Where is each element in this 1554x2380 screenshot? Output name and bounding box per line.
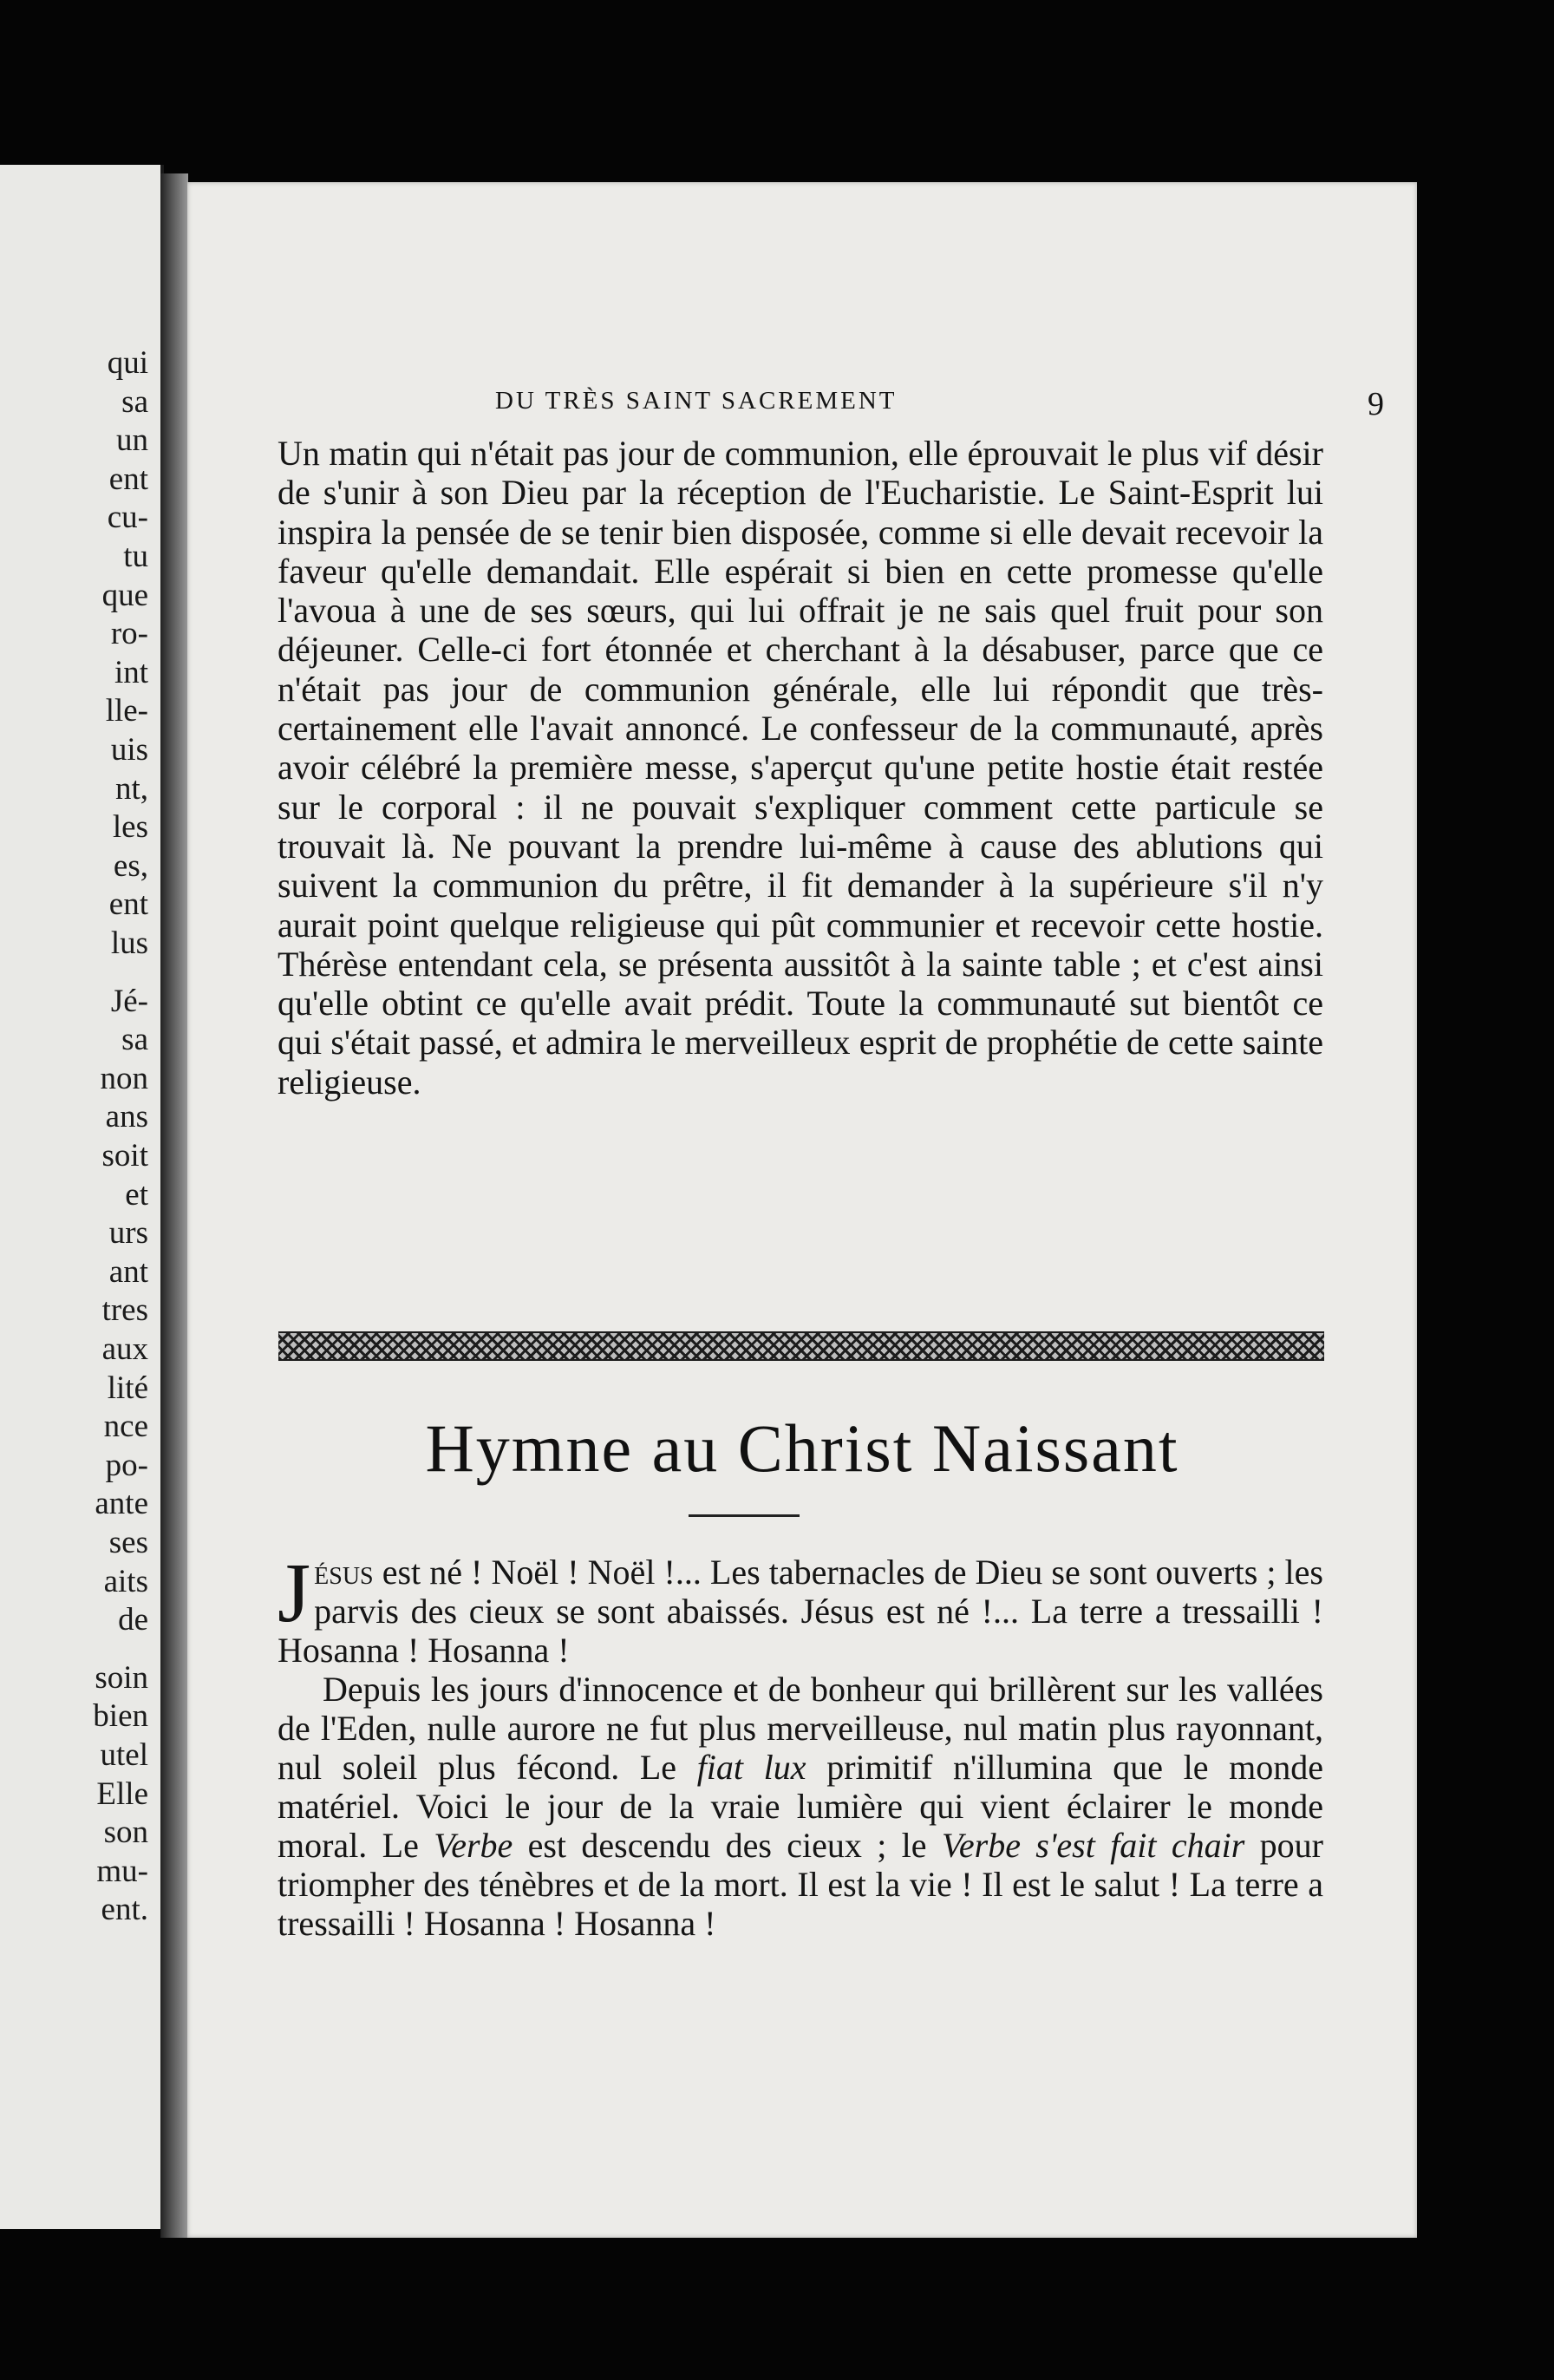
- running-head: DU TRÈS SAINT SACREMENT: [495, 387, 898, 415]
- left-page-line-fragment: nce: [103, 1409, 148, 1445]
- italic-phrase: Verbe s'est fait chair: [941, 1826, 1245, 1865]
- left-page-line-fragment: cu-: [107, 500, 148, 536]
- left-page-line-fragment: tres: [101, 1292, 148, 1329]
- left-page-line-fragment: int: [114, 654, 148, 690]
- left-page-line-fragment: ent: [108, 461, 148, 497]
- body-paragraph: Un matin qui n'était pas jour de communion, elle éprouvait le plus vif désir de s'unir à son Dieu par la réception de l'Eucharistie. Le Saint-Esprit lui inspira la pensée de se tenir bien disposée, comme si elle devait recevoir la faveur qu'elle demandait. Elle espérait si bien en cette promesse qu'elle l'avoua à une de ses sœurs, qui lui offrait je ne sais quel fruit pour son déjeuner. Celle-ci fort étonnée et cherchant à la désabuser, parce que ce n'était pas jour de communion générale, elle lui répondit que très-certainement elle l'avait annoncé. Le confesseur de la communauté, après avoir célébré la première messe, s'aperçut qu'une petite hostie était restée sur le corporal : il ne pouvait s'expliquer comment cette particule se trouvait là. Ne pouvant la prendre lui-même à cause des ablutions qui suivent la communion du prêtre, il fit demander à la supérieure s'il n'y aurait point quelque religieuse qui pût communier et recevoir cette hostie. Thérèse entendant cela, se présenta aussitôt à la sainte table ; et c'est ainsi qu'elle obtint ce qu'elle avait prédit. Toute la communauté sut bientôt ce qui s'était passé, et admira le merveilleux esprit de prophétie de cette sainte religieuse.: [278, 434, 1323, 1102]
- hymn-paragraph-2-text-a: Depuis les jours d'innocence et de bonheur qui brillèrent sur les vallées de l'Eden, nulle aurore ne fut plus merveilleuse, nul matin plus rayonnant, nul soleil plus fécond. Le: [278, 1670, 1323, 1787]
- ornamental-divider: [278, 1331, 1324, 1361]
- hymn-paragraph-1: [278, 1546, 1323, 1670]
- hymn-title: Hymne au Christ Naissant: [425, 1410, 1179, 1486]
- left-page-line-fragment: Elle: [96, 1775, 148, 1812]
- italic-phrase: Verbe: [434, 1826, 513, 1865]
- left-page-line-fragment: ent.: [101, 1892, 148, 1928]
- left-page-line-fragment: de: [118, 1602, 148, 1638]
- left-page-line-fragment: lité: [107, 1370, 148, 1406]
- hymn-paragraph-2: [278, 1670, 1323, 1943]
- left-page-line-fragment: mu-: [96, 1853, 148, 1889]
- left-page-line-fragment: ro-: [110, 616, 148, 652]
- left-page-line-fragment: son: [103, 1814, 148, 1851]
- left-page-line-fragment: soit: [101, 1138, 148, 1174]
- left-page-line-fragment: qui: [107, 345, 148, 381]
- small-caps-word: ésus: [314, 1553, 374, 1592]
- left-page-line-fragment: sa: [121, 1022, 148, 1058]
- left-page-line-fragment: sa: [121, 383, 148, 420]
- left-page-line-fragment: nt,: [114, 770, 148, 807]
- hymn-text: [278, 1546, 1323, 1943]
- italic-phrase: fiat lux: [696, 1748, 806, 1787]
- left-page-line-fragment: ses: [108, 1525, 148, 1560]
- left-page-line-fragment: ante: [95, 1486, 148, 1522]
- left-page-line-fragment: un: [116, 422, 148, 459]
- left-page-fragment: [0, 165, 164, 2229]
- left-page-line-fragment: ant: [108, 1253, 148, 1290]
- left-page-line-fragment: tu: [123, 539, 148, 574]
- hymn-paragraph-2-text-c: est descendu des cieux ; le: [513, 1826, 942, 1865]
- left-page-line-fragment: po-: [105, 1447, 148, 1483]
- page-number: 9: [1368, 386, 1384, 422]
- left-page-line-fragment: urs: [108, 1215, 148, 1252]
- left-page-line-fragment: lle-: [105, 693, 148, 729]
- left-page-line-fragment: ent: [108, 886, 148, 923]
- left-page-line-fragment: non: [100, 1060, 148, 1096]
- left-page-line-fragment: es,: [113, 847, 148, 884]
- left-page-line-fragment: soin: [95, 1659, 148, 1696]
- left-page-line-fragment: et: [125, 1176, 148, 1213]
- book-page: [187, 182, 1417, 2238]
- drop-cap: J: [278, 1546, 311, 1640]
- left-page-line-fragment: les: [112, 809, 148, 846]
- hymn-paragraph-2-text-d: pour triompher des ténèbres et de la mort. Il est la vie ! Il est le salut ! La terre a tressailli ! Hosanna ! Hosanna !: [278, 1826, 1323, 1943]
- left-page-line-fragment: Jé-: [110, 983, 148, 1019]
- left-page-line-fragment: aux: [101, 1331, 148, 1367]
- book-spine: [160, 173, 188, 2238]
- left-page-line-fragment: ans: [105, 1099, 148, 1135]
- title-underline: [689, 1514, 800, 1517]
- left-page-line-fragment: lus: [110, 925, 148, 961]
- left-page-line-fragment: utel: [100, 1737, 148, 1773]
- left-page-line-fragment: uis: [110, 732, 148, 768]
- left-page-line-fragment: bien: [93, 1698, 148, 1735]
- left-page-line-fragment: aits: [103, 1563, 148, 1599]
- hymn-paragraph-1-text: est né ! Noël ! Noël !... Les tabernacles de Dieu se sont ouverts ; les parvis des cieux se sont abaissés. Jésus est né !... La terre a tressailli ! Hosanna ! Hosanna !: [278, 1553, 1323, 1670]
- hymn-paragraph-2-text-b: primitif n'illumina que le monde matériel. Voici le jour de la vraie lumière qui vient éclairer le monde moral. Le: [278, 1748, 1323, 1865]
- left-page-line-fragment: que: [101, 577, 148, 613]
